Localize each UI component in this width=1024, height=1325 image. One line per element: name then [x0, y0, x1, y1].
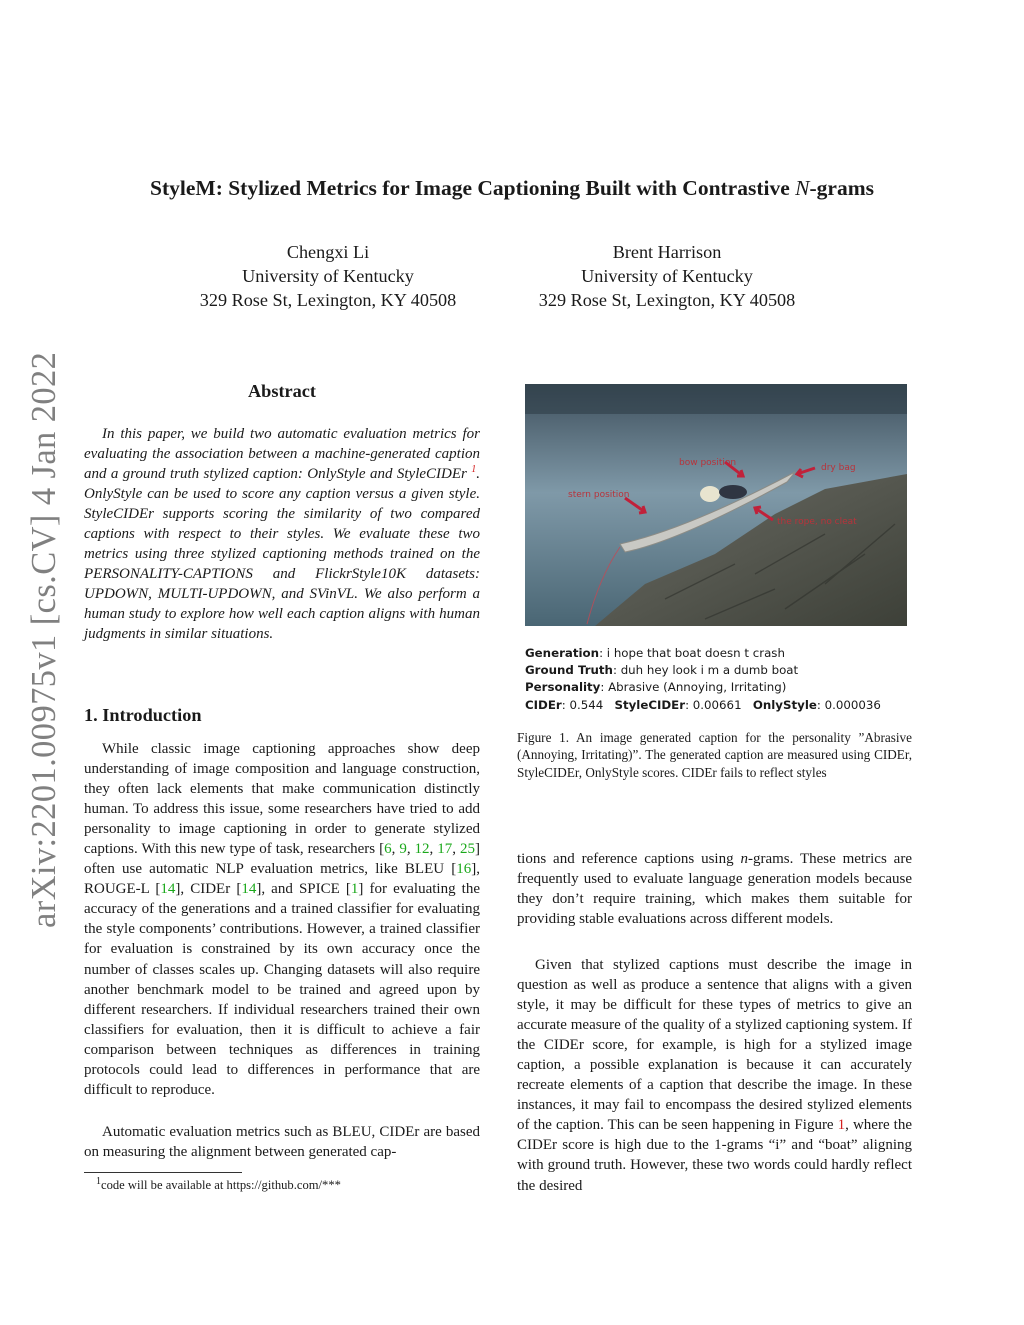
generation-label: Generation	[525, 646, 600, 660]
stern-position-label: stern position	[568, 490, 630, 500]
shore-reflection	[525, 384, 907, 414]
figure-1-annotations	[525, 645, 909, 714]
footnote-number: 1	[96, 1175, 101, 1187]
bow-position-label: bow position	[679, 458, 737, 468]
gear-bag	[700, 486, 720, 502]
intro-paragraph-2: Automatic evaluation metrics such as BLEU, CIDEr are based on measuring the alignment between generated cap-	[84, 1124, 480, 1161]
right-paragraph-1	[517, 849, 912, 929]
title-suffix: -grams	[809, 176, 874, 200]
scores-line	[525, 697, 909, 714]
right-p2-text-a: Given that stylized captions must describe the image in question as well as produce a sentence that aligns with a given style, it may be difficult for these types of metrics to give an accurate measure of the quality of a stylized captioning system. If the CIDEr score, for example, is high for a stylized image caption, a possible explanation is because it can accurately recreate elements of a caption that describe the image. In these instances, it may fail to encompass the desired stylized elements of the caption. This can be seen happening in Figure	[517, 957, 912, 1134]
citation-link[interactable]: 12	[414, 841, 430, 858]
paper-title	[40, 174, 984, 202]
citation-link[interactable]: 17	[437, 841, 453, 858]
onlystyle-value: : 0.000036	[816, 697, 881, 712]
footnote	[84, 1177, 480, 1193]
footnote-rule	[84, 1172, 242, 1173]
author-block-1	[148, 240, 508, 312]
right-p1-text-a: tions and reference captions using	[517, 851, 741, 867]
personality-value: : Abrasive (Annoying, Irritating)	[600, 680, 787, 695]
author-name: Brent Harrison	[612, 242, 722, 262]
author-address: 329 Rose St, Lexington, KY 40508	[538, 290, 796, 310]
author-name: Chengxi Li	[286, 242, 370, 262]
intro-p1-text-c: ], ROUGE-L [	[84, 861, 480, 898]
right-p2-text-b: , where the CIDEr score is high due to the 1-grams “i” and “boat” aligning with ground truth. However, these two words could hardly reflect the desired	[517, 1117, 912, 1194]
stylecider-label: StyleCIDEr	[614, 697, 686, 712]
figure-ref-link[interactable]: 1	[837, 1117, 846, 1134]
ground-truth-line	[525, 662, 909, 679]
citation-link[interactable]: 6	[384, 841, 392, 858]
author-block-2	[487, 240, 847, 312]
math-n: n	[740, 851, 748, 867]
right-paragraph-2	[517, 955, 912, 1196]
author-affiliation: University of Kentucky	[242, 266, 414, 286]
personality-line	[525, 679, 909, 696]
intro-p1-text-e: ], and SPICE [	[256, 881, 351, 898]
ground-truth-label: Ground Truth	[525, 663, 613, 678]
abstract-text-part-1: In this paper, we build two automatic evaluation metrics for evaluating the association between a machine-generated caption and a ground truth stylized caption: OnlyStyle and StyleCIDEr	[84, 426, 480, 483]
stylecider-value: : 0.00661	[685, 697, 742, 712]
dry-bag	[719, 485, 747, 499]
citation-link[interactable]: 14	[160, 881, 176, 898]
figure-1-image	[525, 384, 907, 626]
footnote-text: code will be available at https://github.com/***	[101, 1178, 341, 1192]
cider-label: CIDEr	[525, 697, 562, 712]
footnote-mark-link[interactable]: 1	[471, 464, 477, 476]
abstract-text	[84, 424, 480, 645]
author-address: 329 Rose St, Lexington, KY 40508	[199, 290, 457, 310]
dry-bag-label: dry bag	[821, 463, 856, 473]
onlystyle-label: OnlyStyle	[752, 697, 817, 712]
generation-line	[525, 645, 909, 662]
author-affiliation: University of Kentucky	[581, 266, 753, 286]
figure-1-caption: Figure 1. An image generated caption for the personality ”Abrasive (Annoying, Irritating)”. The generated caption are measured using CIDEr, StyleCIDEr, OnlyStyle scores. CIDEr fails to reflect styles	[517, 730, 912, 780]
canoe-photo-illustration	[525, 384, 907, 626]
intro-p1-text-f: ] for evaluating the accuracy of the generations and a trained classifier for evaluating the style components’ contributions. However, a trained classifier for evaluation is constrained by its own accuracy once the number of classes scales up. Changing datasets will also require another benchmark model to be trained and agreed upon by different researchers. If individual researchers trained their own classifiers for evaluation, then it is difficult to achieve a fair comparison between techniques as differences in training protocols could lead to differences in performance that are difficult to reproduce.	[84, 881, 481, 1098]
cider-value: : 0.544	[561, 697, 604, 712]
abstract-text-part-2: . OnlyStyle can be used to score any caption versus a given style. StyleCIDEr supports scoring the similarity of two compared captions with respect to their styles. We evaluate these two metrics using three stylized captioning methods trained on the PERSONALITY-CAPTIONS and FlickrStyle10K datasets: UPDOWN, MULTI-UPDOWN, and SVinVL. We also perform a human study to explore how well each caption aligns with human judgments in similar situations.	[84, 466, 480, 643]
personality-label: Personality	[525, 680, 601, 695]
generation-value: : i hope that boat doesn t crash	[599, 646, 785, 660]
right-p1-text-b: -grams. These metrics are frequently used to evaluate language generation models because they don’t require training, which makes them suitable for providing stable evaluations across different models.	[517, 851, 912, 928]
intro-p1-text-b: ] often use automatic NLP evaluation metrics, like BLEU [	[84, 841, 481, 878]
citation-link[interactable]: 14	[241, 881, 257, 898]
intro-p1-text-a: While classic image captioning approaches show deep understanding of image composition and language construction, they often lack elements that make communication distinctly human. To address this issue, some researchers have tried to add personality to image captioning in order to generate stylized captions. With this new type of task, researchers [	[84, 741, 480, 858]
abstract-heading: Abstract	[247, 381, 317, 401]
citation-link[interactable]: 25	[460, 841, 476, 858]
introduction-heading: 1. Introduction	[84, 705, 202, 725]
intro-paragraph-1: While classic image captioning approaches show deep understanding of image composition and language construction, they often lack elements that make communication distinctly human. To address this issue, some researchers have tried to add personality to image captioning in order to generate stylized captions. With this new type of task, researchers [6, 9, 12, 17, 25] often use automatic NLP evaluation metrics, like BLEU [16], ROUGE-L [14], CIDEr [14], and SPICE [1] for evaluating the accuracy of the generations and a trained classifier for evaluating the style components’ contributions. However, a trained classifier for evaluation is constrained by its own accuracy once the number of classes scales up. Changing datasets will also require another benchmark model to be trained and agreed upon by different researchers. If individual researchers trained their own classifiers for evaluation, then it is difficult to achieve a fair comparison between techniques as differences in training protocols could lead to differences in performance that are difficult to reproduce.	[84, 741, 481, 1098]
arxiv-stamp: arXiv:2201.00975v1 [cs.CV] 4 Jan 2022	[25, 351, 63, 928]
intro-p1-text-d: ], CIDEr [	[175, 881, 242, 898]
ground-truth-value: : duh hey look i m a dumb boat	[612, 663, 799, 678]
rope-label: the rope, no cleat	[777, 517, 857, 527]
citation-link[interactable]: 9	[399, 841, 407, 858]
citation-link[interactable]: 1	[350, 881, 359, 898]
title-text: StyleM: Stylized Metrics for Image Captioning Built with Contrastive	[150, 176, 796, 200]
title-math-n: N	[795, 176, 810, 200]
citation-link[interactable]: 16	[456, 861, 472, 878]
